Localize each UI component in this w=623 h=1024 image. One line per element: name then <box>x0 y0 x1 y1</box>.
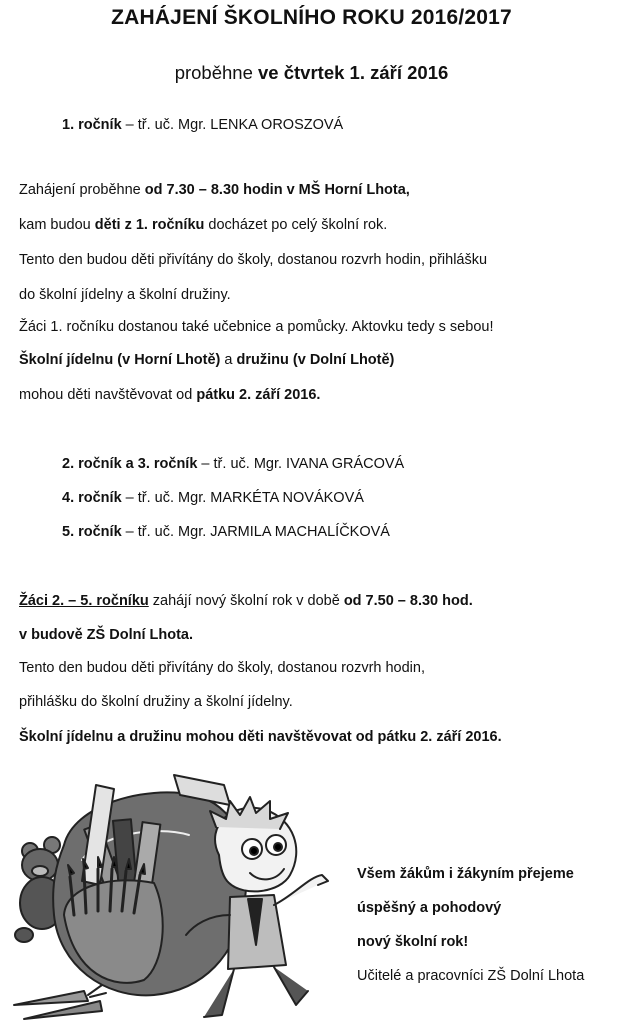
grade1-teacher: – tř. uč. Mgr. LENKA OROSZOVÁ <box>121 117 344 133</box>
p1-l7b: pátku 2. září 2016. <box>196 387 321 403</box>
grade-teacher: – tř. uč. Mgr. JARMILA MACHALÍČKOVÁ <box>121 524 390 540</box>
p1-line7 <box>19 387 320 403</box>
greeting-signature: Učitelé a pracovníci ZŠ Dolní Lhota <box>357 968 585 984</box>
p1-line5: Žáci 1. ročníku dostanou také učebnice a pomůcky. Aktovku tedy s sebou! <box>19 319 494 335</box>
p1-line2 <box>19 217 387 233</box>
backpack <box>53 775 246 995</box>
p1-l6c: družinu (v Dolní Lhotě) <box>236 352 395 368</box>
p2-line2 <box>19 627 193 643</box>
grade1-label: 1. ročník <box>62 117 122 133</box>
p1-line6 <box>19 352 394 368</box>
p2-line1 <box>19 593 473 609</box>
grade-teacher: – tř. uč. Mgr. IVANA GRÁCOVÁ <box>197 456 405 472</box>
grade-2-3-line <box>62 456 404 472</box>
greeting-line1: Všem žákům i žákyním přejeme <box>357 866 574 882</box>
p1-l1a: Zahájení proběhne <box>19 182 145 198</box>
p2-l5: Školní jídelnu a družinu mohou děti navštěvovat od pátku 2. září 2016. <box>19 729 502 745</box>
greeting-line2: úspěšný a pohodový <box>357 900 502 916</box>
grade-label: 4. ročník <box>62 490 122 506</box>
grade-label: 5. ročník <box>62 524 122 540</box>
subtitle-prefix: proběhne <box>174 62 259 83</box>
p2-l1c: od 7.50 – 8.30 hod. <box>343 593 473 609</box>
carrots <box>14 985 106 1019</box>
grade-4-line <box>62 490 364 506</box>
p1-l2a: kam budou <box>19 217 95 233</box>
p1-l7a: mohou děti navštěvovat od <box>19 387 197 403</box>
grade-label: 2. ročník a 3. ročník <box>62 456 198 472</box>
p2-l1b: zahájí nový školní rok v době <box>148 593 344 609</box>
p2-line4: přihlášku do školní družiny a školní jídelny. <box>19 694 293 710</box>
p1-line3: Tento den budou děti přivítány do školy, dostanou rozvrh hodin, přihlášku <box>19 252 488 268</box>
p1-l2b: děti z 1. ročníku <box>94 217 205 233</box>
p2-line3: Tento den budou děti přivítány do školy, dostanou rozvrh hodin, <box>19 660 425 676</box>
p2-line5 <box>19 729 502 745</box>
p1-line1 <box>19 182 410 198</box>
schoolboy-with-backpack-illustration <box>4 765 344 1024</box>
date-subtitle <box>0 62 623 84</box>
greeting-line3: nový školní rok! <box>357 934 469 950</box>
p2-l1a: Žáci 2. – 5. ročníku <box>19 593 149 609</box>
grade-5-line <box>62 524 390 540</box>
p1-line4: do školní jídelny a školní družiny. <box>19 287 231 303</box>
p1-l6b: a <box>220 352 237 368</box>
subtitle-date: ve čtvrtek 1. září 2016 <box>258 62 449 83</box>
p2-l2: v budově ZŠ Dolní Lhota. <box>19 627 193 643</box>
grade-teacher: – tř. uč. Mgr. MARKÉTA NOVÁKOVÁ <box>121 490 364 506</box>
p1-l6a: Školní jídelnu (v Horní Lhotě) <box>19 352 221 368</box>
grade1-teacher-line <box>62 117 343 133</box>
p1-l2c: docházet po celý školní rok. <box>204 217 388 233</box>
p1-l1b: od 7.30 – 8.30 hodin v MŠ Horní Lhota, <box>144 182 410 198</box>
page-title: ZAHÁJENÍ ŠKOLNÍHO ROKU 2016/2017 <box>111 6 512 29</box>
